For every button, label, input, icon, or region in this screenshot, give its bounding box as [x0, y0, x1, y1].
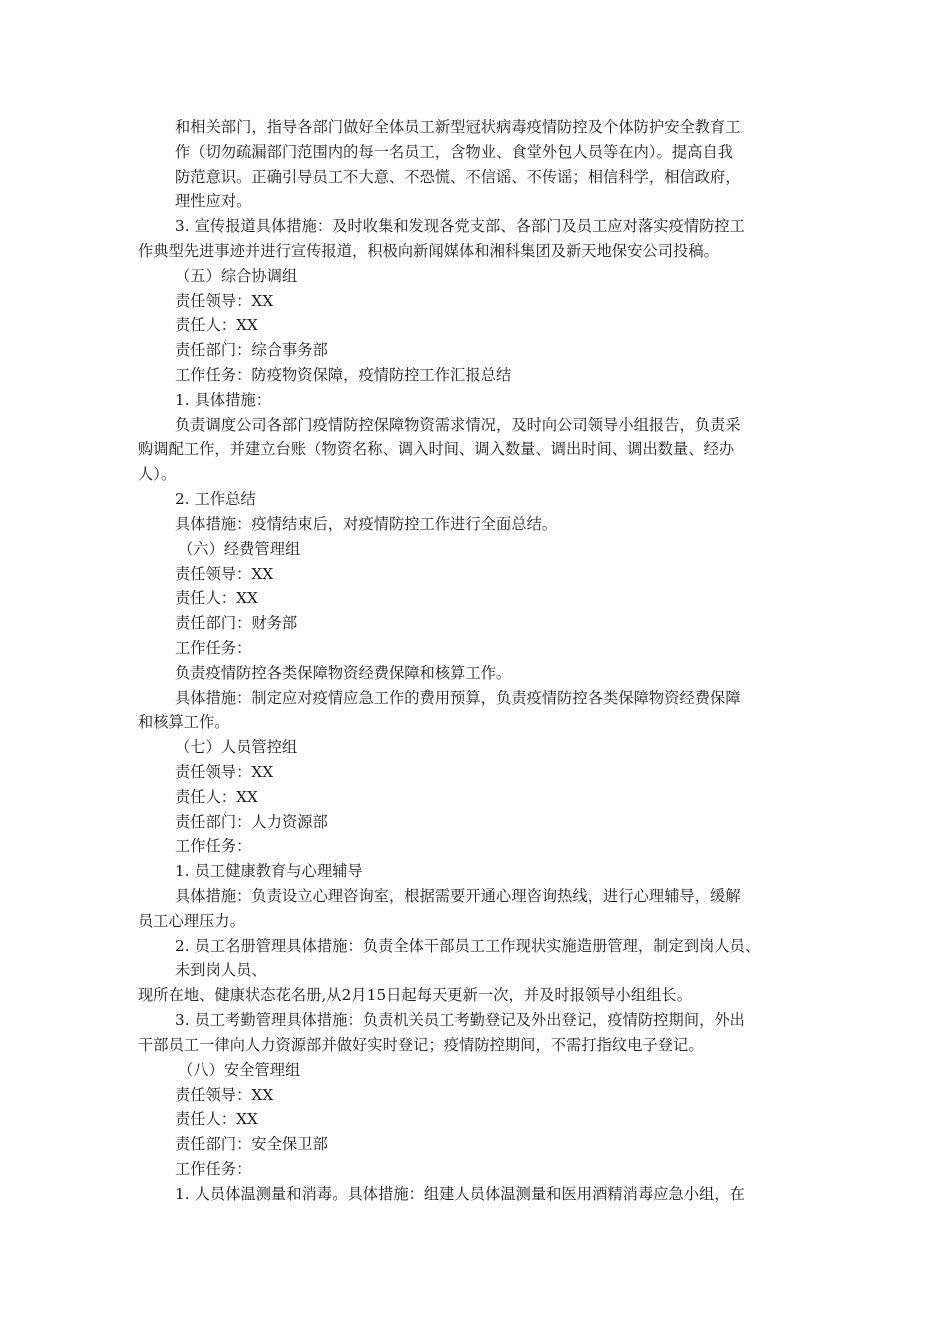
text-line: 具体措施：疫情结束后，对疫情防控工作进行全面总结。	[175, 515, 558, 533]
section-heading: （八）安全管理组	[178, 1061, 301, 1079]
text-line: 责任部门：综合事务部	[175, 341, 328, 359]
list-item: 3. 员工考勤管理具体措施：负责机关员工考勤登记及外出登记，疫情防控期间，外出	[175, 1011, 745, 1029]
section-heading: （六）经费管理组	[178, 540, 301, 558]
text-line: 责任人：XX	[175, 1110, 258, 1128]
list-item: 3. 宣传报道具体措施：及时收集和发现各党支部、各部门及员工应对落实疫情防控工	[175, 217, 745, 235]
text-line: 和核算工作。	[138, 713, 230, 731]
text-line: 现所在地、健康状态花名册,从2月15日起每天更新一次，并及时报领导小组组长。	[138, 986, 692, 1004]
text-line: 负责疫情防控各类保障物资经费保障和核算工作。	[175, 664, 512, 682]
text-line: 责任人：XX	[175, 788, 258, 806]
text-line: 工作任务：防疫物资保障，疫情防控工作汇报总结	[175, 366, 512, 384]
text-line: 责任部门：安全保卫部	[175, 1135, 328, 1153]
list-item: 2. 工作总结	[175, 490, 256, 508]
text-line: 责任领导：XX	[175, 1086, 274, 1104]
text-line: 购调配工作，并建立台账（物资名称、调入时间、调入数量、调出时间、调出数量、经办	[138, 440, 735, 458]
text-line: 工作任务：	[175, 1160, 252, 1178]
list-item: 2. 员工名册管理具体措施：负责全体干部员工工作现状实施造册管理，制定到岗人员、	[175, 937, 761, 955]
text-line: 责任人：XX	[175, 589, 258, 607]
text-line: 未到岗人员、	[175, 961, 267, 979]
text-line: 作（切勿疏漏部门范围内的每一名员工，含物业、食堂外包人员等在内）。提高自我	[175, 143, 734, 161]
text-line: 和相关部门，指导各部门做好全体员工新型冠状病毒疫情防控及个体防护安全教育工	[175, 118, 741, 136]
list-item: 1. 员工健康教育与心理辅导	[175, 862, 363, 880]
list-item: 1. 具体措施：	[175, 391, 272, 409]
text-line: 人）。	[138, 465, 177, 483]
text-line: 工作任务：	[175, 639, 252, 657]
text-line: 责任领导：XX	[175, 292, 274, 310]
text-line: 干部员工一律向人力资源部并做好实时登记；疫情防控期间，不需打指纹电子登记。	[138, 1036, 704, 1054]
section-heading: （七）人员管控组	[175, 738, 298, 756]
text-line: 防范意识。正确引导员工不大意、不恐慌、不信谣、不传谣；相信科学，相信政府，	[175, 168, 741, 186]
text-line: 工作任务：	[175, 837, 252, 855]
text-line: 责任部门：财务部	[175, 614, 298, 632]
list-item: 1. 人员体温测量和消毒。具体措施：组建人员体温测量和医用酒精消毒应急小组，在	[175, 1185, 745, 1203]
text-line: 作典型先进事迹并进行宣传报道，积极向新闻媒体和湘科集团及新天地保安公司投稿。	[138, 242, 719, 260]
text-line: 责任人：XX	[175, 316, 258, 334]
text-line: 责任领导：XX	[175, 763, 274, 781]
text-line: 理性应对。	[175, 192, 252, 210]
text-line: 具体措施：制定应对疫情应急工作的费用预算，负责疫情防控各类保障物资经费保障	[175, 689, 741, 707]
section-heading: （五）综合协调组	[175, 267, 298, 285]
text-line: 具体措施：负责设立心理咨询室，根据需要开通心理咨询热线，进行心理辅导，缓解	[175, 887, 741, 905]
text-line: 负责调度公司各部门疫情防控保障物资需求情况，及时向公司领导小组报告，负责采	[175, 416, 741, 434]
text-line: 责任领导：XX	[175, 565, 274, 583]
text-line: 员工心理压力。	[138, 912, 246, 930]
text-line: 责任部门：人力资源部	[175, 813, 328, 831]
